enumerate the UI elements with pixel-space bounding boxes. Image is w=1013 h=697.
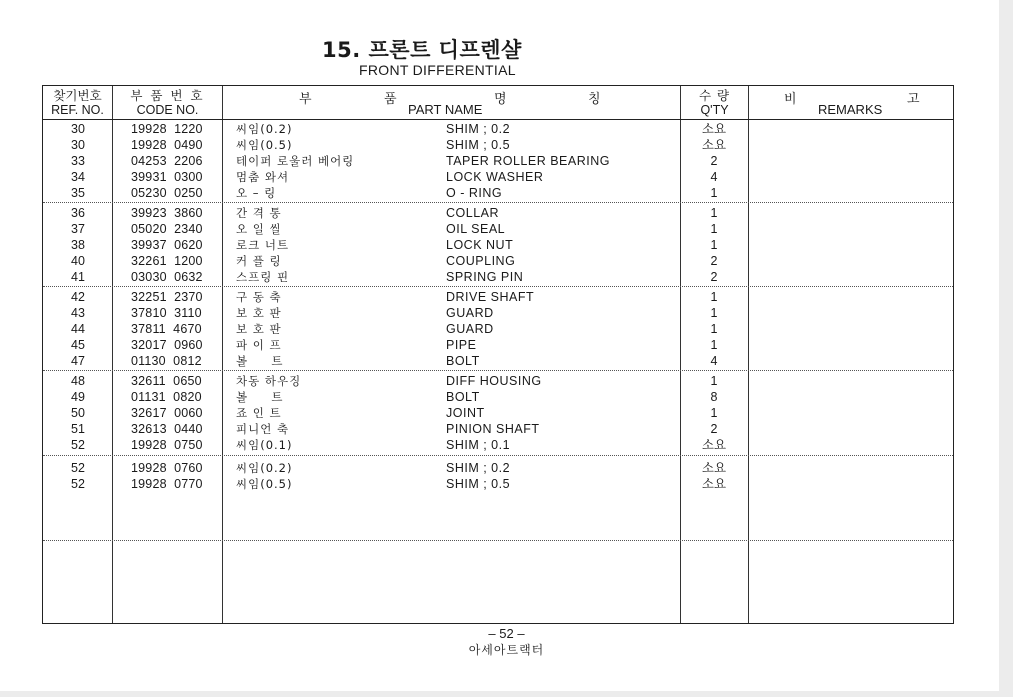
table-row	[43, 353, 953, 369]
part-name-english: DRIVE SHAFT	[446, 290, 535, 304]
part-name-english: BOLT	[446, 354, 480, 368]
part-name-english: PIPE	[446, 338, 477, 352]
quantity: 1	[710, 406, 718, 420]
part-name-korean: 오 일 씰	[236, 222, 282, 236]
ref-no: 42	[71, 290, 85, 304]
ref-no: 40	[71, 254, 85, 268]
part-name-english: SHIM ; 0.2	[446, 122, 511, 136]
code-no: 19928 0750	[131, 438, 203, 452]
quantity: 소요	[701, 122, 727, 136]
table-row	[43, 389, 953, 405]
ref-no: 38	[71, 238, 85, 252]
code-no: 05230 0250	[131, 186, 203, 200]
table-row	[43, 153, 953, 169]
ref-no: 30	[71, 122, 85, 136]
ref-no: 50	[71, 406, 85, 420]
quantity: 소요	[701, 138, 727, 152]
table-row	[43, 121, 953, 137]
quantity: 8	[710, 390, 718, 404]
quantity: 2	[710, 422, 718, 436]
part-name-english: SHIM ; 0.5	[446, 138, 511, 152]
ref-no: 33	[71, 154, 85, 168]
part-name-english: PINION SHAFT	[446, 422, 540, 436]
quantity: 1	[710, 374, 718, 388]
part-name-english: SHIM ; 0.1	[446, 438, 511, 452]
table-row	[43, 373, 953, 389]
quantity: 1	[710, 306, 718, 320]
part-name-korean: 죠 인 트	[236, 406, 282, 420]
ref-no: 49	[71, 390, 85, 404]
code-no: 37810 3110	[131, 306, 202, 320]
header-divider	[43, 119, 953, 120]
table-row	[43, 437, 953, 453]
part-name-english: DIFF HOUSING	[446, 374, 542, 388]
code-no: 39923 3860	[131, 206, 203, 220]
quantity: 소요	[701, 477, 727, 491]
page-number: – 52 –	[488, 626, 525, 641]
part-name-english: OIL SEAL	[446, 222, 506, 236]
code-no: 19928 1220	[131, 122, 203, 136]
part-name-korean: 커 플 링	[236, 254, 282, 268]
part-name-english: O - RING	[446, 186, 503, 200]
table-row	[43, 221, 953, 237]
code-no: 32017 0960	[131, 338, 203, 352]
code-no: 19928 0490	[131, 138, 203, 152]
table-row	[43, 321, 953, 337]
header-qty: 수 량 Q'TY	[698, 88, 731, 117]
ref-no: 51	[71, 422, 85, 436]
part-name-english: LOCK NUT	[446, 238, 514, 252]
part-name-english: SHIM ; 0.5	[446, 477, 511, 491]
table-row	[43, 337, 953, 353]
table-row	[43, 476, 953, 492]
ref-no: 48	[71, 374, 85, 388]
part-name-korean: 간 격 통	[236, 206, 282, 220]
header-code-no: 부 품 번 호 CODE NO.	[130, 88, 205, 117]
part-name-korean: 멈춤 와셔	[236, 170, 290, 184]
company-name: 아세아트랙터	[468, 643, 545, 657]
code-no: 05020 2340	[131, 222, 203, 236]
part-name-korean: 보 호 판	[236, 322, 282, 336]
quantity: 2	[710, 154, 718, 168]
page-title-korean: 15. 프론트 디프렌샬	[322, 38, 522, 62]
ref-no: 41	[71, 270, 85, 284]
part-name-english: GUARD	[446, 306, 494, 320]
part-name-korean: 보 호 판	[236, 306, 282, 320]
table-row	[43, 289, 953, 305]
part-name-korean: 볼 트	[236, 390, 284, 404]
quantity: 소요	[701, 438, 727, 452]
ref-no: 52	[71, 477, 85, 491]
code-no: 03030 0632	[131, 270, 203, 284]
part-name-korean: 차동 하우징	[236, 374, 302, 388]
part-name-english: BOLT	[446, 390, 480, 404]
code-no: 32613 0440	[131, 422, 203, 436]
group-divider	[43, 455, 953, 456]
ref-no: 34	[71, 170, 85, 184]
part-name-korean: 씨임(0.2)	[236, 461, 293, 475]
ref-no: 36	[71, 206, 85, 220]
table-row	[43, 460, 953, 476]
part-name-english: SHIM ; 0.2	[446, 461, 511, 475]
quantity: 1	[710, 238, 718, 252]
code-no: 01131 0820	[131, 390, 202, 404]
part-name-korean: 파 이 프	[236, 338, 282, 352]
quantity: 1	[710, 206, 718, 220]
table-row	[43, 305, 953, 321]
part-name-english: COLLAR	[446, 206, 500, 220]
table-row	[43, 269, 953, 285]
part-name-english: COUPLING	[446, 254, 516, 268]
table-row	[43, 185, 953, 201]
code-no: 32261 1200	[131, 254, 203, 268]
quantity: 1	[710, 186, 718, 200]
ref-no: 45	[71, 338, 85, 352]
quantity: 소요	[701, 461, 727, 475]
part-name-korean: 피니언 축	[236, 422, 290, 436]
part-name-korean: 볼 트	[236, 354, 284, 368]
ref-no: 35	[71, 186, 85, 200]
part-name-korean: 씨임(0.1)	[236, 438, 293, 452]
part-name-korean: 씨임(0.5)	[236, 138, 293, 152]
table-row	[43, 169, 953, 185]
parts-table: 찾기번호 REF. NO. 부 품 번 호 CODE NO. 부 품 명 칭 PART NAME 수 량 Q'TY 비 고 REMARKS 30 19928 1220 씨임(0.2) SHIM ; 0.2 소요 30 19928 0490 씨임(0.5) SHIM ; 0.5 소요 33 04253 2206 테이퍼 로울러 베어링 TAPER ROLLER BEARING 2 34 39931 0300 멈춤 와셔 LOCK WASHER 4 35 05230 0250 오 – 링 O - RING 1 36 39923 3860 간 격 통 COLLAR 1 37 05020 2340 오 일 씰 OIL SEAL 1 38 39937 0620 로크 너트 LOCK NUT 1 40 32261 1200 커 플 링 COUPLING 2 41 03030 0632 스프링 핀 SPRING PIN 2 42 32251 2370 구 동 축 DRIVE SHAFT 1 43 37810 3110 보 호 판 GUARD 1 44 37811 4670 보 호 판 GUARD 1 45 32017 0960 파 이 프 PIPE 1 47 01130 0812 볼 트 BOLT 4 48 32611 0650 차동 하우징 DIFF HOUSING 1 49 01131 0820 볼 트 BOLT 8 50 32617 0060 죠 인 트 JOINT 1 51 32613 0440 피니언 축 PINION SHAFT 2 52 19928 0750 씨임(0.1) SHIM ; 0.1 소요 52 19928 0760 씨임(0.2) SHIM ; 0.2 소요 52 19928 0770 씨임(0.5) SHIM ; 0.5 소요	[42, 85, 954, 624]
part-name-english: SPRING PIN	[446, 270, 524, 284]
page-title-english: FRONT DIFFERENTIAL	[359, 62, 516, 78]
part-name-korean: 로크 너트	[236, 238, 290, 252]
quantity: 2	[710, 270, 718, 284]
ref-no: 44	[71, 322, 85, 336]
code-no: 37811 4670	[131, 322, 202, 336]
part-name-english: JOINT	[446, 406, 485, 420]
ref-no: 52	[71, 461, 85, 475]
part-name-korean: 씨임(0.5)	[236, 477, 293, 491]
table-row	[43, 253, 953, 269]
part-name-korean: 씨임(0.2)	[236, 122, 293, 136]
ref-no: 43	[71, 306, 85, 320]
code-no: 39931 0300	[131, 170, 203, 184]
code-no: 19928 0770	[131, 477, 203, 491]
quantity: 1	[710, 338, 718, 352]
ref-no: 47	[71, 354, 85, 368]
quantity: 1	[710, 290, 718, 304]
part-name-korean: 테이퍼 로울러 베어링	[236, 154, 355, 168]
code-no: 04253 2206	[131, 154, 203, 168]
ref-no: 52	[71, 438, 85, 452]
quantity: 1	[710, 322, 718, 336]
part-name-english: GUARD	[446, 322, 494, 336]
table-row	[43, 421, 953, 437]
group-divider	[43, 202, 953, 203]
table-row	[43, 237, 953, 253]
quantity: 2	[710, 254, 718, 268]
part-name-korean: 스프링 핀	[236, 270, 290, 284]
code-no: 39937 0620	[131, 238, 203, 252]
table-row	[43, 137, 953, 153]
ref-no: 30	[71, 138, 85, 152]
code-no: 01130 0812	[131, 354, 202, 368]
code-no: 32617 0060	[131, 406, 203, 420]
table-row	[43, 405, 953, 421]
quantity: 1	[710, 222, 718, 236]
part-name-english: LOCK WASHER	[446, 170, 544, 184]
group-divider	[43, 286, 953, 287]
quantity: 4	[710, 170, 718, 184]
part-name-korean: 오 – 링	[236, 186, 277, 200]
code-no: 19928 0760	[131, 461, 203, 475]
quantity: 4	[710, 354, 718, 368]
code-no: 32611 0650	[131, 374, 202, 388]
group-divider	[43, 370, 953, 371]
part-name-english: TAPER ROLLER BEARING	[446, 154, 610, 168]
group-divider	[43, 540, 953, 541]
ref-no: 37	[71, 222, 85, 236]
part-name-korean: 구 동 축	[236, 290, 282, 304]
table-row	[43, 205, 953, 221]
code-no: 32251 2370	[131, 290, 203, 304]
header-ref-no: 찾기번호 REF. NO.	[51, 88, 104, 117]
